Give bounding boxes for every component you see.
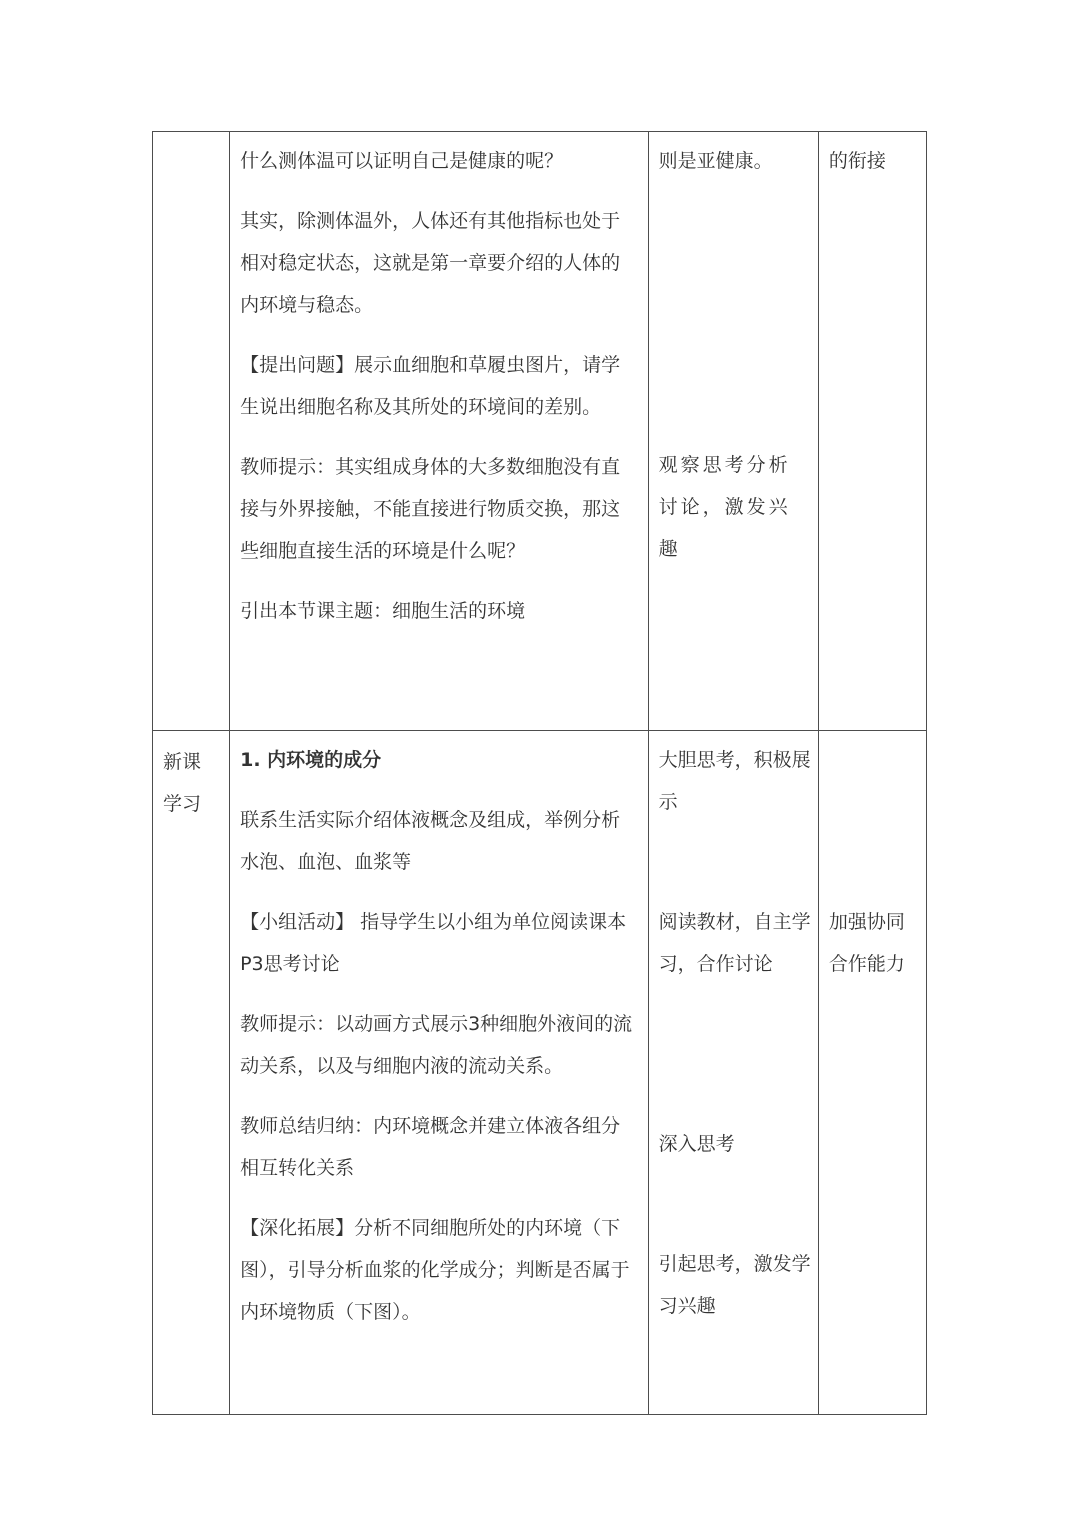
lesson-plan-table [152,131,927,1415]
table-row [153,731,927,1415]
activity-text: 阅读教材，自主学习，合作讨论 [658,911,811,975]
category-cell [153,731,230,1415]
section-heading: 1. 内环境的成分 [240,749,382,771]
content-paragraph: 其实，除测体温外，人体还有其他指标也处于相对稳定状态，这就是第一章要介绍的人体的内环境与稳态。 [240,210,621,316]
design-intent-cell [818,731,926,1415]
activity-text: 观察思考分析讨论，激发兴趣 [658,454,791,560]
activity-text: 深入思考 [658,1133,735,1155]
content-paragraph: 教师提示：以动画方式展示3种细胞外液间的流动关系，以及与细胞内液的流动关系。 [240,1013,633,1077]
table-row [153,132,927,731]
activity-text: 引起思考，激发学习兴趣 [658,1253,811,1317]
content-cell [230,731,649,1415]
activity-text: 大胆思考，积极展示 [658,749,811,813]
content-paragraph: 【小组活动】 指导学生以小组为单位阅读课本P3思考讨论 [240,911,627,975]
category-label: 新课学习 [163,751,202,815]
category-cell [153,132,230,731]
student-activity-cell [648,132,818,731]
design-intent-cell [818,132,926,731]
intent-text: 加强协同合作能力 [828,911,905,975]
activity-text: 则是亚健康。 [658,150,773,172]
content-paragraph: 教师总结归纳：内环境概念并建立体液各组分相互转化关系 [240,1115,621,1179]
content-paragraph: 联系生活实际介绍体液概念及组成，举例分析水泡、血泡、血浆等 [240,809,621,873]
content-cell [230,132,649,731]
content-paragraph: 什么测体温可以证明自己是健康的呢？ [240,150,564,172]
content-paragraph: 教师提示：其实组成身体的大多数细胞没有直接与外界接触，不能直接进行物质交换，那这些细胞直接生活的环境是什么呢？ [240,456,621,562]
intent-text: 的衔接 [828,150,886,172]
content-paragraph: 【提出问题】展示血细胞和草履虫图片，请学生说出细胞名称及其所处的环境间的差别。 [240,354,621,418]
content-paragraph: 【深化拓展】分析不同细胞所处的内环境（下图），引导分析血浆的化学成分；判断是否属于内环境物质（下图）。 [240,1217,630,1323]
content-paragraph: 引出本节课主题：细胞生活的环境 [240,600,526,622]
student-activity-cell [648,731,818,1415]
